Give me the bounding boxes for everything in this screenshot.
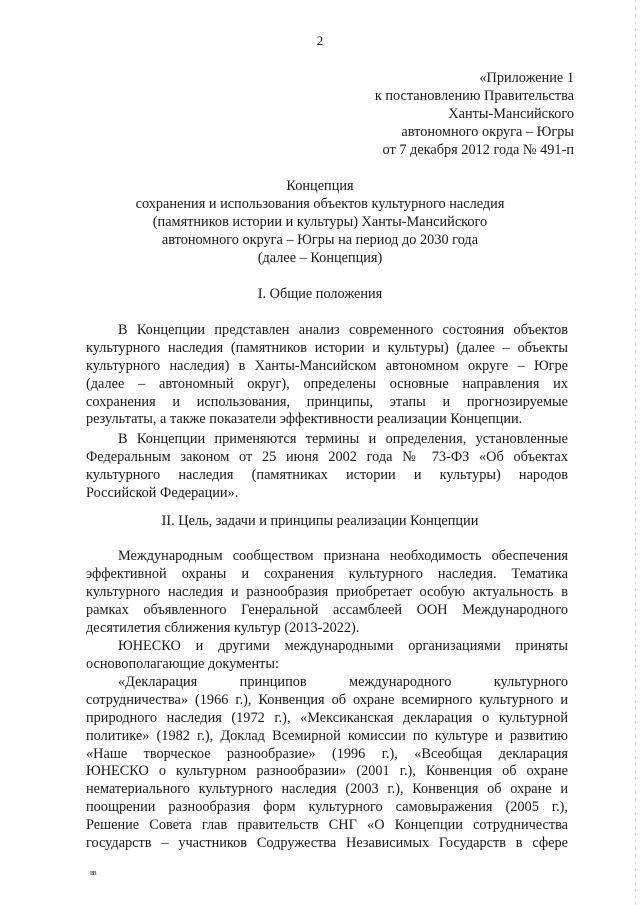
appendix-line: Ханты-Мансийского xyxy=(448,105,574,122)
text-line: культурного наследия (памятниках истории и культуры) народов xyxy=(86,466,568,483)
text-line: десятилетия сближения культур (2013-2022). xyxy=(86,619,360,636)
appendix-line: автономного округа – Югры xyxy=(401,123,574,140)
text-line: ЮНЕСКО и другими международными организациями приняты xyxy=(118,638,568,654)
appendix-line: «Приложение 1 xyxy=(479,70,574,86)
section-heading-2: II. Цель, задачи и принципы реализации Концепции xyxy=(161,513,479,529)
text-line: природного наследия (1972 г.), «Мексиканская декларация о культурной xyxy=(86,709,568,726)
appendix-line: к постановлению Правительства xyxy=(374,87,574,104)
section2-paragraph-1 xyxy=(86,548,568,637)
text-line: эффективной охраны и сохранения культурного наследия. Тематика xyxy=(86,565,568,582)
text-line: государств – участников Содружества Независимых Государств в сфере xyxy=(86,835,568,852)
scan-edge xyxy=(635,0,636,905)
text-line: В Концепции представлен анализ современного состояния объектов xyxy=(118,322,568,338)
text-line: Федеральным законом от 25 июня 2002 года № 73-ФЗ «Об объектах xyxy=(86,448,568,465)
appendix-line: от 7 декабря 2012 года № 491-п xyxy=(382,141,574,158)
text-line: «Декларация принципов международного культурного xyxy=(118,674,568,690)
section1-paragraph-2 xyxy=(86,431,568,503)
text-line: результаты, а также показатели эффективности реализации Концепции. xyxy=(86,411,523,428)
text-line: культурного наследия и разнообразия приобретает особую актуальность в xyxy=(86,583,568,600)
section2-paragraph-2 xyxy=(86,638,568,674)
title-line: Концепция xyxy=(286,178,354,194)
text-line: сохранения и использования, принципы, этапы и прогнозируемые xyxy=(86,393,568,410)
text-line: Международным сообществом признана необходимость обеспечения xyxy=(118,548,568,564)
text-line: нематериального культурного наследия (2003 г.), Конвенция об охране и xyxy=(86,781,568,798)
text-line: (далее – автономный округ), определены основные направления их xyxy=(86,375,568,392)
text-line: В Концепции применяются термины и определения, установленные xyxy=(118,431,568,447)
title-line: автономного округа – Югры на период до 2030 года xyxy=(161,231,479,248)
text-line: основополагающие документы: xyxy=(86,655,280,672)
section-heading-1: I. Общие положения xyxy=(257,286,383,302)
title-line: (далее – Концепция) xyxy=(257,249,383,266)
appendix-block xyxy=(274,70,574,160)
page-number: 2 xyxy=(316,33,324,48)
text-line: Российской Федерации». xyxy=(86,484,239,501)
document-title xyxy=(70,178,570,268)
title-line: (памятников истории и культуры) Ханты-Мансийского xyxy=(152,213,488,230)
text-line: рамках объявленного Генеральной ассамблеей ООН Международного xyxy=(86,601,568,618)
text-line: политике» (1982 г.), Доклад Всемирной комиссии по культуре и развитию xyxy=(86,727,568,744)
scan-mark: вв xyxy=(90,868,96,877)
text-line: культурного наследия) в Ханты-Мансийском автономном округе – Югре xyxy=(86,357,568,374)
text-line: «Наше творческое разнообразие» (1996 г.), «Всеобщая декларация xyxy=(86,745,568,762)
text-line: культурного наследия (памятников истории и культуры) (далее – объекты xyxy=(86,339,568,356)
title-line: сохранения и использования объектов культурного наследия xyxy=(135,195,505,212)
text-line: сотрудничества» (1966 г.), Конвенция об охране всемирного культурного и xyxy=(86,691,568,708)
section1-paragraph-1 xyxy=(86,322,568,429)
section2-paragraph-3 xyxy=(86,674,568,853)
text-line: ЮНЕСКО о культурном разнообразии» (2001 г.), Конвенция об охране xyxy=(86,763,568,780)
text-line: Решение Совета глав правительств СНГ «О Концепции сотрудничества xyxy=(86,817,568,834)
text-line: поощрении разнообразия форм культурного самовыражения (2005 г.), xyxy=(86,799,568,816)
